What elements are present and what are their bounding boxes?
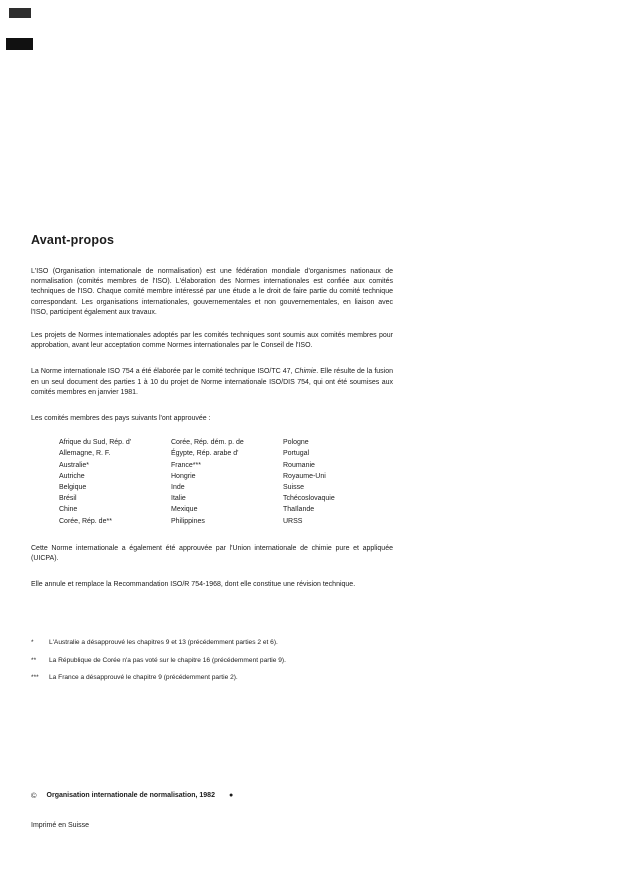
country-item: Royaume-Uni	[283, 472, 326, 480]
country-item: Corée, Rép. de**	[59, 517, 112, 525]
country-item: Inde	[171, 484, 185, 492]
iso754-paragraph-emphasis: Chimie	[294, 368, 317, 376]
footnote-text: La République de Corée n'a pas voté sur le chapitre 16 (précédemment partie 9).	[49, 656, 286, 664]
country-item: Afrique du Sud, Rép. d'	[59, 439, 132, 447]
document-body	[31, 233, 393, 691]
iso754-paragraph-part1: La Norme internationale ISO 754 a été élaborée par le comité technique ISO/TC 47,	[31, 368, 295, 376]
country-item: Australie*	[59, 461, 89, 469]
country-item: Pologne	[283, 439, 309, 447]
country-item: Portugal	[283, 450, 310, 458]
scan-mark-top	[9, 8, 31, 18]
country-item: Allemagne, R. F.	[59, 450, 111, 458]
bullet-icon: ●	[228, 792, 234, 799]
country-item: Hongrie	[171, 472, 196, 480]
country-item: Corée, Rép. dém. p. de	[171, 439, 244, 447]
footnote-marker: ***	[31, 674, 39, 682]
page-title: Avant-propos	[31, 233, 115, 247]
country-item: Brésil	[59, 495, 77, 503]
country-item: Suisse	[283, 484, 305, 492]
country-item: Italie	[171, 495, 186, 503]
intro-paragraph-1: L'ISO (Organisation internationale de normalisation) est une fédération mondiale d'organismes nationaux de normalisation (comités membres de l'ISO). L'élaboration des Normes internationales est confiée aux comités techniques de l'ISO. Chaque comité membre intéressé par une étude a le droit de faire partie du comité technique correspondant. Les organisations internationales, gouvernementales et non gouvernementales, en liaison avec l'ISO, participent également aux travaux.	[31, 268, 393, 316]
footnote-france	[31, 673, 393, 683]
country-item: URSS	[283, 517, 303, 525]
footnote-korea	[31, 656, 393, 666]
scan-mark-second	[6, 38, 33, 50]
country-column-2	[171, 437, 283, 527]
country-column-3	[283, 437, 393, 527]
country-item: Philippines	[171, 517, 205, 525]
printed-in-text: Imprimé en Suisse	[31, 822, 89, 829]
approval-intro: Les comités membres des pays suivants l'ont approuvée :	[31, 415, 211, 423]
iso754-paragraph-part2: . Elle résulte de la fusion en un seul document des parties 1 à 10 du projet de Norme internationale ISO/DIS 754, qui ont été soumises aux comités membres en janvier 1981.	[31, 368, 394, 396]
page-footer	[31, 791, 411, 829]
intro-paragraph-2: Les projets de Normes internationales adoptés par les comités techniques sont soumis aux comités membres pour approbation, avant leur acceptation comme Normes internationales par le Conseil de l'ISO.	[31, 332, 393, 350]
country-item: Autriche	[59, 472, 85, 480]
footnote-australia	[31, 638, 393, 648]
country-item: Thaïlande	[283, 506, 315, 514]
country-item: Chine	[59, 506, 78, 514]
footnote-text: La France a désapprouvé le chapitre 9 (précédemment partie 2).	[49, 674, 238, 682]
country-item: Belgique	[59, 484, 87, 492]
country-column-1	[59, 437, 171, 527]
copyright-line	[31, 791, 411, 800]
country-item: Roumanie	[283, 461, 315, 469]
footnote-text: L'Australie a désapprouvé les chapitres 9 et 13 (précédemment parties 2 et 6).	[49, 639, 278, 647]
uicpa-paragraph: Cette Norme internationale a également été approuvée par l'Union internationale de chimie pure et appliquée (UICPA).	[31, 544, 393, 563]
country-approval-list	[59, 437, 393, 527]
footnotes	[31, 638, 393, 683]
country-item: France***	[171, 461, 201, 469]
copyright-icon: ©	[31, 791, 37, 800]
country-item: Tchécoslovaquie	[283, 495, 335, 503]
replacement-paragraph: Elle annule et remplace la Recommandation ISO/R 754-1968, dont elle constitue une révision technique.	[31, 581, 356, 589]
copyright-text: Organisation internationale de normalisation, 1982	[46, 792, 215, 799]
iso754-paragraph	[31, 367, 393, 398]
country-item: Mexique	[171, 506, 198, 514]
country-item: Égypte, Rép. arabe d'	[171, 450, 239, 458]
footnote-marker: **	[31, 656, 37, 664]
footnote-marker: *	[31, 639, 34, 647]
